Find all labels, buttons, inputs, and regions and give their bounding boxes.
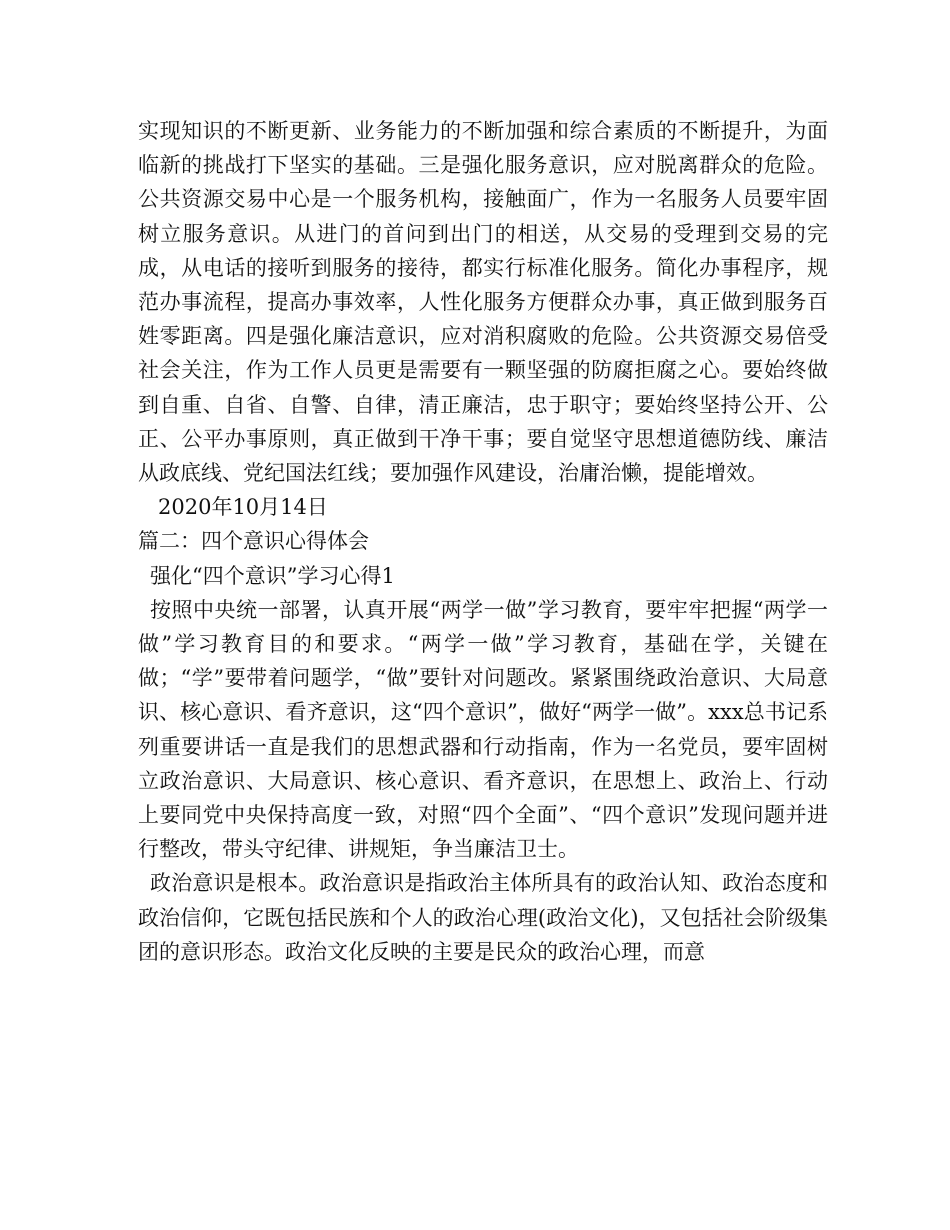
article-subtitle: 强化“四个意识”学习心得1 [150,563,395,588]
paragraph-two-study-one-do: 按照中央统一部署，认真开展“两学一做”学习教育，要牢牢把握“两学一做”学习教育目的和要求。“两学一做”学习教育，基础在学，关键在做；“学”要带着问题学，“做”要针对问题改。紧紧围绕政治意识、大局意识、核心意识、看齐意识，这“四个意识”，做好“两学一做”。xxx总书记系列重要讲话一直是我们的思想武器和行动指南，作为一名党员，要牢固树立政治意识、大局意识、核心意识、看齐意识，在思想上、政治上、行动上要同党中央保持高度一致，对照“四个全面”、“四个意识”发现问题并进行整改，带头守纪律、讲规矩，争当廉洁卫士。 [138,597,828,862]
date-line: 2020年10月14日 [158,495,328,520]
document-body [138,114,828,969]
paragraph-service-integrity: 实现知识的不断更新、业务能力的不断加强和综合素质的不断提升，为面临新的挑战打下坚实的基础。三是强化服务意识，应对脱离群众的危险。公共资源交易中心是一个服务机构，接触面广，作为一名服务人员要牢固树立服务意识。从进门的首问到出门的相送，从交易的受理到交易的完成，从电话的接听到服务的接待，都实行标准化服务。简化办事程序，规范办事流程，提高办事效率，人性化服务方便群众办事，真正做到服务百姓零距离。四是强化廉洁意识，应对消积腐败的危险。公共资源交易倍受社会关注，作为工作人员更是需要有一颗坚强的防腐拒腐之心。要始终做到自重、自省、自警、自律，清正廉洁，忠于职守；要始终坚持公开、公正、公平办事原则，真正做到干净干事；要自觉坚守思想道德防线、廉洁从政底线、党纪国法红线；要加强作风建设，治庸治懒，提能增效。 [138,119,828,486]
paragraph-political-awareness: 政治意识是根本。政治意识是指政治主体所具有的政治认知、政治态度和政治信仰，它既包括民族和个人的政治心理(政治文化)，又包括社会阶级集团的意识形态。政治文化反映的主要是民众的政治心理，而意 [138,871,828,964]
section-heading: 篇二：四个意识心得体会 [138,529,369,554]
